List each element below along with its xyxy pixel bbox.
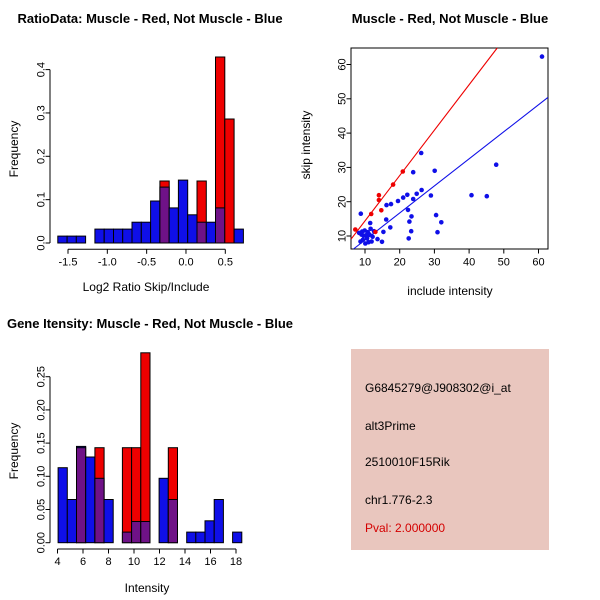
scatter-point-blue bbox=[411, 170, 416, 175]
scatter-point-red bbox=[369, 212, 374, 217]
hist-bar bbox=[76, 236, 85, 243]
scatter-point-blue bbox=[359, 211, 364, 216]
x-tick-label: 10 bbox=[127, 556, 141, 568]
scatter-point-blue bbox=[407, 219, 412, 224]
scatter-point-blue bbox=[540, 54, 545, 59]
scatter-point-blue bbox=[429, 193, 434, 198]
y-tick-label: 50 bbox=[336, 92, 349, 105]
hist-bar bbox=[178, 180, 187, 243]
hist-bar bbox=[233, 532, 242, 543]
scatter-point-red bbox=[391, 182, 396, 187]
hist-bar-overlap bbox=[95, 478, 104, 542]
hist-bar bbox=[196, 532, 205, 543]
scatter-point-blue bbox=[384, 217, 389, 222]
info-probe-id: G6845279@J908302@i_at bbox=[365, 381, 511, 395]
y-tick-label: 0.0 bbox=[35, 235, 48, 251]
scatter-point-blue bbox=[368, 221, 373, 226]
y-tick-label: 0.25 bbox=[35, 365, 48, 388]
hist-bar bbox=[141, 222, 150, 243]
hist-bar-overlap bbox=[216, 208, 225, 243]
y-tick-label: 40 bbox=[336, 126, 349, 140]
ratio-hist-ylabel: Frequency bbox=[7, 120, 21, 178]
scatter-point-blue bbox=[409, 229, 414, 234]
hist-bar-overlap bbox=[197, 222, 206, 243]
scatter-point-red bbox=[379, 208, 384, 213]
hist-bar bbox=[206, 222, 215, 243]
y-tick-label: 0.1 bbox=[35, 192, 48, 208]
hist-bar bbox=[114, 229, 123, 243]
hist-bar bbox=[169, 208, 178, 243]
scatter-point-red bbox=[353, 227, 358, 232]
y-tick-label: 0.00 bbox=[35, 531, 48, 554]
hist-bar bbox=[188, 215, 197, 243]
hist-bar bbox=[86, 457, 95, 543]
y-tick-label: 20 bbox=[336, 195, 349, 208]
scatter-point-red bbox=[377, 193, 382, 198]
scatter-point-blue bbox=[406, 208, 411, 213]
scatter-point-blue bbox=[434, 213, 439, 218]
hist-bar bbox=[234, 229, 243, 243]
scatter-point-blue bbox=[405, 193, 410, 198]
scatter-point-blue bbox=[469, 193, 474, 198]
scatter-point-blue bbox=[414, 192, 419, 197]
hist-bar bbox=[67, 500, 76, 543]
scatter-point-blue bbox=[435, 230, 440, 235]
y-tick-label: 0.2 bbox=[35, 148, 48, 164]
x-tick-label: 0.0 bbox=[178, 256, 194, 269]
hist-bar bbox=[159, 478, 168, 542]
hist-bar bbox=[104, 229, 113, 243]
scatter-title: Muscle - Red, Not Muscle - Blue bbox=[351, 11, 549, 26]
x-tick-label: 0.5 bbox=[217, 256, 233, 269]
x-tick-label: 20 bbox=[393, 256, 406, 269]
x-tick-label: 12 bbox=[153, 556, 166, 568]
scatter-point-blue bbox=[406, 236, 411, 241]
hist-bar bbox=[122, 448, 131, 543]
x-tick-label: 16 bbox=[204, 556, 217, 568]
hist-bar bbox=[104, 500, 113, 543]
x-tick-label: 60 bbox=[532, 256, 545, 269]
scatter-point-blue bbox=[432, 169, 437, 174]
scatter-point-blue bbox=[485, 194, 490, 199]
blue-line bbox=[354, 97, 548, 249]
y-tick-label: 0.20 bbox=[35, 399, 48, 421]
x-tick-label: 10 bbox=[358, 256, 372, 269]
scatter-point-blue bbox=[381, 230, 386, 235]
ratio-hist-xlabel: Log2 Ratio Skip/Include bbox=[82, 280, 210, 294]
hist-bar-overlap bbox=[132, 522, 141, 543]
hist-bar bbox=[225, 119, 234, 243]
scatter-point-blue bbox=[409, 214, 414, 219]
x-tick-label: 6 bbox=[79, 556, 87, 568]
hist-bar bbox=[58, 236, 67, 243]
gene-hist-xlabel: Intensity bbox=[124, 581, 170, 595]
hist-bar bbox=[132, 222, 141, 243]
x-tick-label: -1.5 bbox=[58, 256, 78, 269]
y-tick-label: 0.4 bbox=[35, 61, 48, 78]
y-tick-label: 30 bbox=[336, 161, 349, 174]
scatter-point-blue bbox=[494, 162, 499, 167]
hist-bar bbox=[187, 532, 196, 543]
scatter-point-blue bbox=[369, 239, 374, 244]
scatter-point-blue bbox=[375, 237, 380, 242]
hist-bar-overlap bbox=[122, 532, 131, 543]
hist-bar bbox=[58, 468, 67, 543]
x-tick-label: -0.5 bbox=[137, 256, 157, 269]
hist-bar bbox=[141, 353, 150, 543]
x-tick-label: 8 bbox=[105, 556, 112, 568]
info-splice-type: alt3Prime bbox=[365, 419, 416, 433]
info-locus: chr1.776-2.3 bbox=[365, 493, 433, 507]
scatter-point-blue bbox=[380, 240, 385, 245]
hist-bar bbox=[95, 229, 104, 243]
scatter-point-blue bbox=[401, 195, 406, 200]
x-tick-label: 30 bbox=[428, 256, 441, 269]
y-tick-label: 0.05 bbox=[35, 498, 48, 521]
y-tick-label: 0.15 bbox=[35, 432, 48, 454]
scatter-point-blue bbox=[396, 199, 401, 204]
hist-bar-overlap bbox=[168, 500, 177, 543]
hist-bar bbox=[67, 236, 76, 243]
scatter-point-red bbox=[373, 230, 378, 235]
x-tick-label: 50 bbox=[497, 256, 510, 269]
scatter-xlabel: include intensity bbox=[407, 284, 493, 298]
red-line bbox=[351, 48, 497, 239]
scatter-point-blue bbox=[419, 188, 424, 193]
y-tick-label: 60 bbox=[336, 58, 349, 71]
x-tick-label: 18 bbox=[229, 556, 243, 568]
info-pval: Pval: 2.000000 bbox=[365, 521, 446, 535]
plot-box bbox=[351, 48, 548, 249]
scatter-point-blue bbox=[370, 234, 375, 239]
gene-hist-ylabel: Frequency bbox=[7, 422, 21, 480]
gene-hist-title: Gene Itensity: Muscle - Red, Not Muscle - Blue bbox=[6, 316, 294, 331]
y-tick-label: 0.10 bbox=[35, 465, 48, 488]
scatter-point-red bbox=[377, 198, 382, 203]
y-tick-label: 10 bbox=[336, 229, 349, 243]
scatter-point-blue bbox=[411, 197, 416, 202]
x-tick-label: 14 bbox=[178, 556, 192, 568]
ratio-hist-title: RatioData: Muscle - Red, Not Muscle - Blue bbox=[17, 11, 283, 26]
scatter-point-blue bbox=[388, 225, 393, 230]
x-tick-label: 40 bbox=[462, 256, 476, 269]
x-tick-label: -1.0 bbox=[97, 256, 117, 269]
scatter-point-blue bbox=[439, 220, 444, 225]
x-tick-label: 4 bbox=[54, 556, 61, 568]
hist-bar bbox=[205, 521, 214, 543]
scatter-ylabel: skip intensity bbox=[299, 110, 313, 180]
scatter-point-blue bbox=[419, 151, 424, 156]
info-panel bbox=[351, 349, 549, 550]
scatter-point-red bbox=[401, 169, 406, 174]
hist-bar-overlap bbox=[160, 187, 169, 243]
hist-bar bbox=[123, 229, 132, 243]
hist-bar bbox=[214, 500, 223, 543]
hist-bar bbox=[151, 201, 160, 243]
scatter-point-blue bbox=[384, 203, 389, 208]
scatter-point-blue bbox=[389, 202, 394, 207]
hist-bar-overlap bbox=[141, 522, 150, 543]
y-tick-label: 0.3 bbox=[35, 105, 48, 121]
info-gene-name: 2510010F15Rik bbox=[365, 455, 450, 469]
hist-bar-overlap bbox=[77, 448, 86, 543]
